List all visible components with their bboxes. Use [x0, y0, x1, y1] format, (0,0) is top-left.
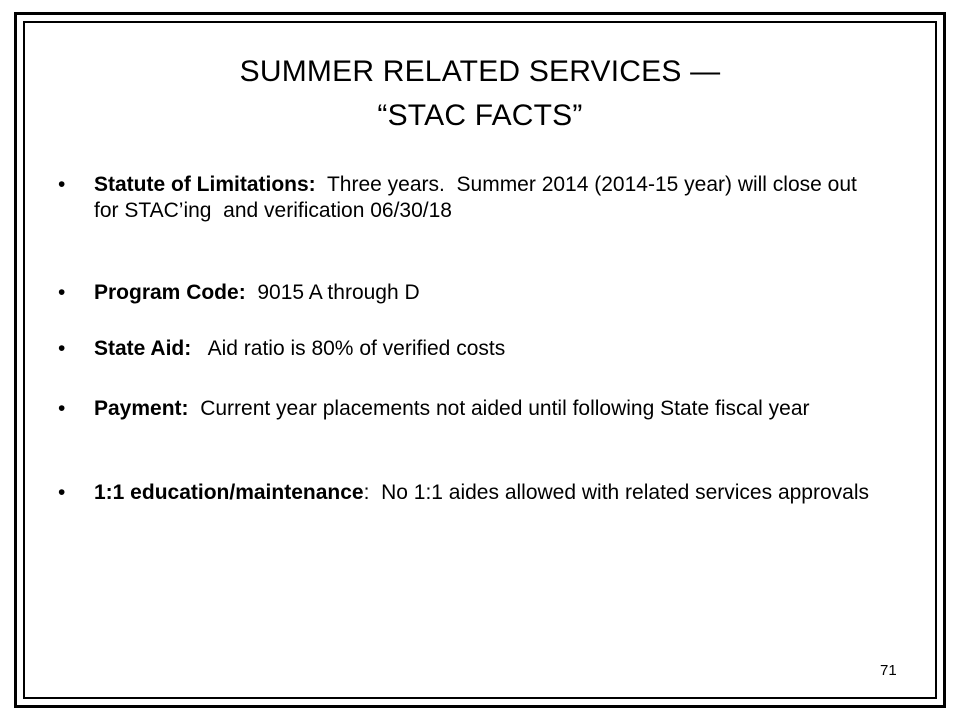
fact-label: Payment:: [94, 397, 189, 420]
fact-item-payment: [58, 396, 878, 422]
fact-text: : No 1:1 aides allowed with related services approvals: [363, 481, 870, 504]
fact-item-body: [94, 172, 878, 224]
fact-item-program-code: [58, 280, 878, 306]
slide-title-line-2: “STAC FACTS”: [377, 99, 583, 132]
bullet-icon: •: [58, 337, 66, 360]
fact-item-statute: [58, 172, 878, 224]
fact-item-body: [94, 336, 878, 362]
slide-title: [30, 50, 930, 138]
fact-item-state-aid: [58, 336, 878, 362]
fact-label: State Aid:: [94, 337, 192, 360]
bullet-icon: •: [58, 481, 66, 504]
fact-text: Current year placements not aided until following State fiscal year: [188, 397, 810, 420]
fact-label: Statute of Limitations:: [94, 173, 316, 196]
bullet-icon: •: [58, 281, 66, 304]
fact-label: Program Code:: [94, 281, 246, 304]
fact-label: 1:1 education/maintenance: [94, 481, 364, 504]
fact-item-one-to-one: [58, 480, 878, 506]
fact-text: 9015 A through D: [245, 281, 420, 304]
slide-title-line-1: SUMMER RELATED SERVICES —: [239, 55, 721, 88]
fact-text: Aid ratio is 80% of verified costs: [191, 337, 506, 360]
fact-item-body: [94, 280, 878, 306]
fact-text: Three years. Summer 2014 (2014-15 year) will close out for STAC’ing and verification 06/30/18: [94, 173, 863, 222]
page-number: 71: [880, 662, 897, 679]
fact-item-body: [94, 396, 878, 422]
bullet-icon: •: [58, 173, 66, 196]
fact-item-body: [94, 480, 878, 506]
bullet-icon: •: [58, 397, 66, 420]
